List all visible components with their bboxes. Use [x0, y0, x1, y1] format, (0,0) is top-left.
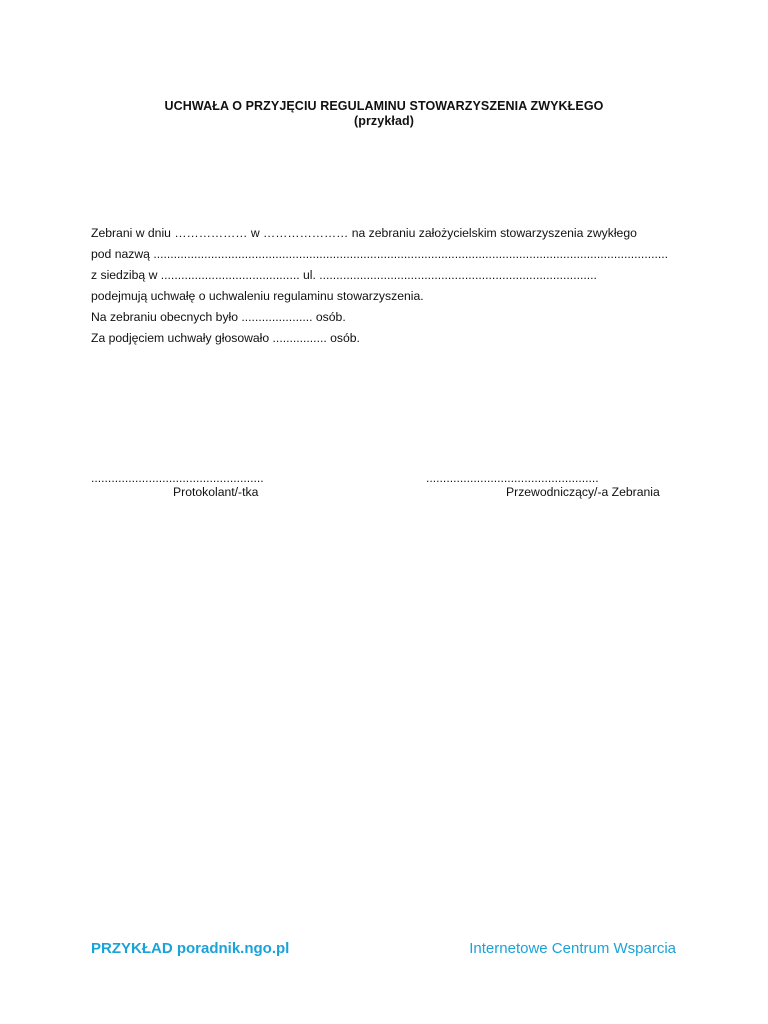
footer-source-label: PRZYKŁAD poradnik.ngo.pl — [91, 940, 290, 957]
body-line-vote-count: Za podjęciem uchwały głosowało ................ osób. — [91, 331, 360, 345]
body-line-association-name: pod nazwą ........................................................................................................................................................ — [91, 247, 669, 261]
body-line-seat-address: z siedzibą w ......................................... ul. .................................................................................. — [91, 268, 597, 282]
body-line-attendance-count: Na zebraniu obecnych było ..................... osób. — [91, 310, 346, 324]
body-line-resolution-adoption: podejmują uchwałę o uchwaleniu regulaminu stowarzyszenia. — [91, 289, 424, 303]
body-line-meeting-date-place: Zebrani w dniu ……………… w ………………… na zebraniu założycielskim stowarzyszenia zwykłego — [91, 226, 637, 240]
document-subtitle: (przykład) — [353, 114, 415, 128]
footer-organization-label: Internetowe Centrum Wsparcia — [469, 940, 676, 957]
signature-line-recorder: ................................................... — [91, 471, 264, 485]
signature-line-chairperson: ................................................... — [426, 471, 599, 485]
resolution-body — [91, 225, 681, 351]
signature-label-chairperson: Przewodniczący/-a Zebrania — [506, 485, 660, 499]
signature-label-recorder: Protokolant/-tka — [173, 485, 259, 499]
document-title: UCHWAŁA O PRZYJĘCIU REGULAMINU STOWARZYSZENIA ZWYKŁEGO — [164, 99, 604, 113]
